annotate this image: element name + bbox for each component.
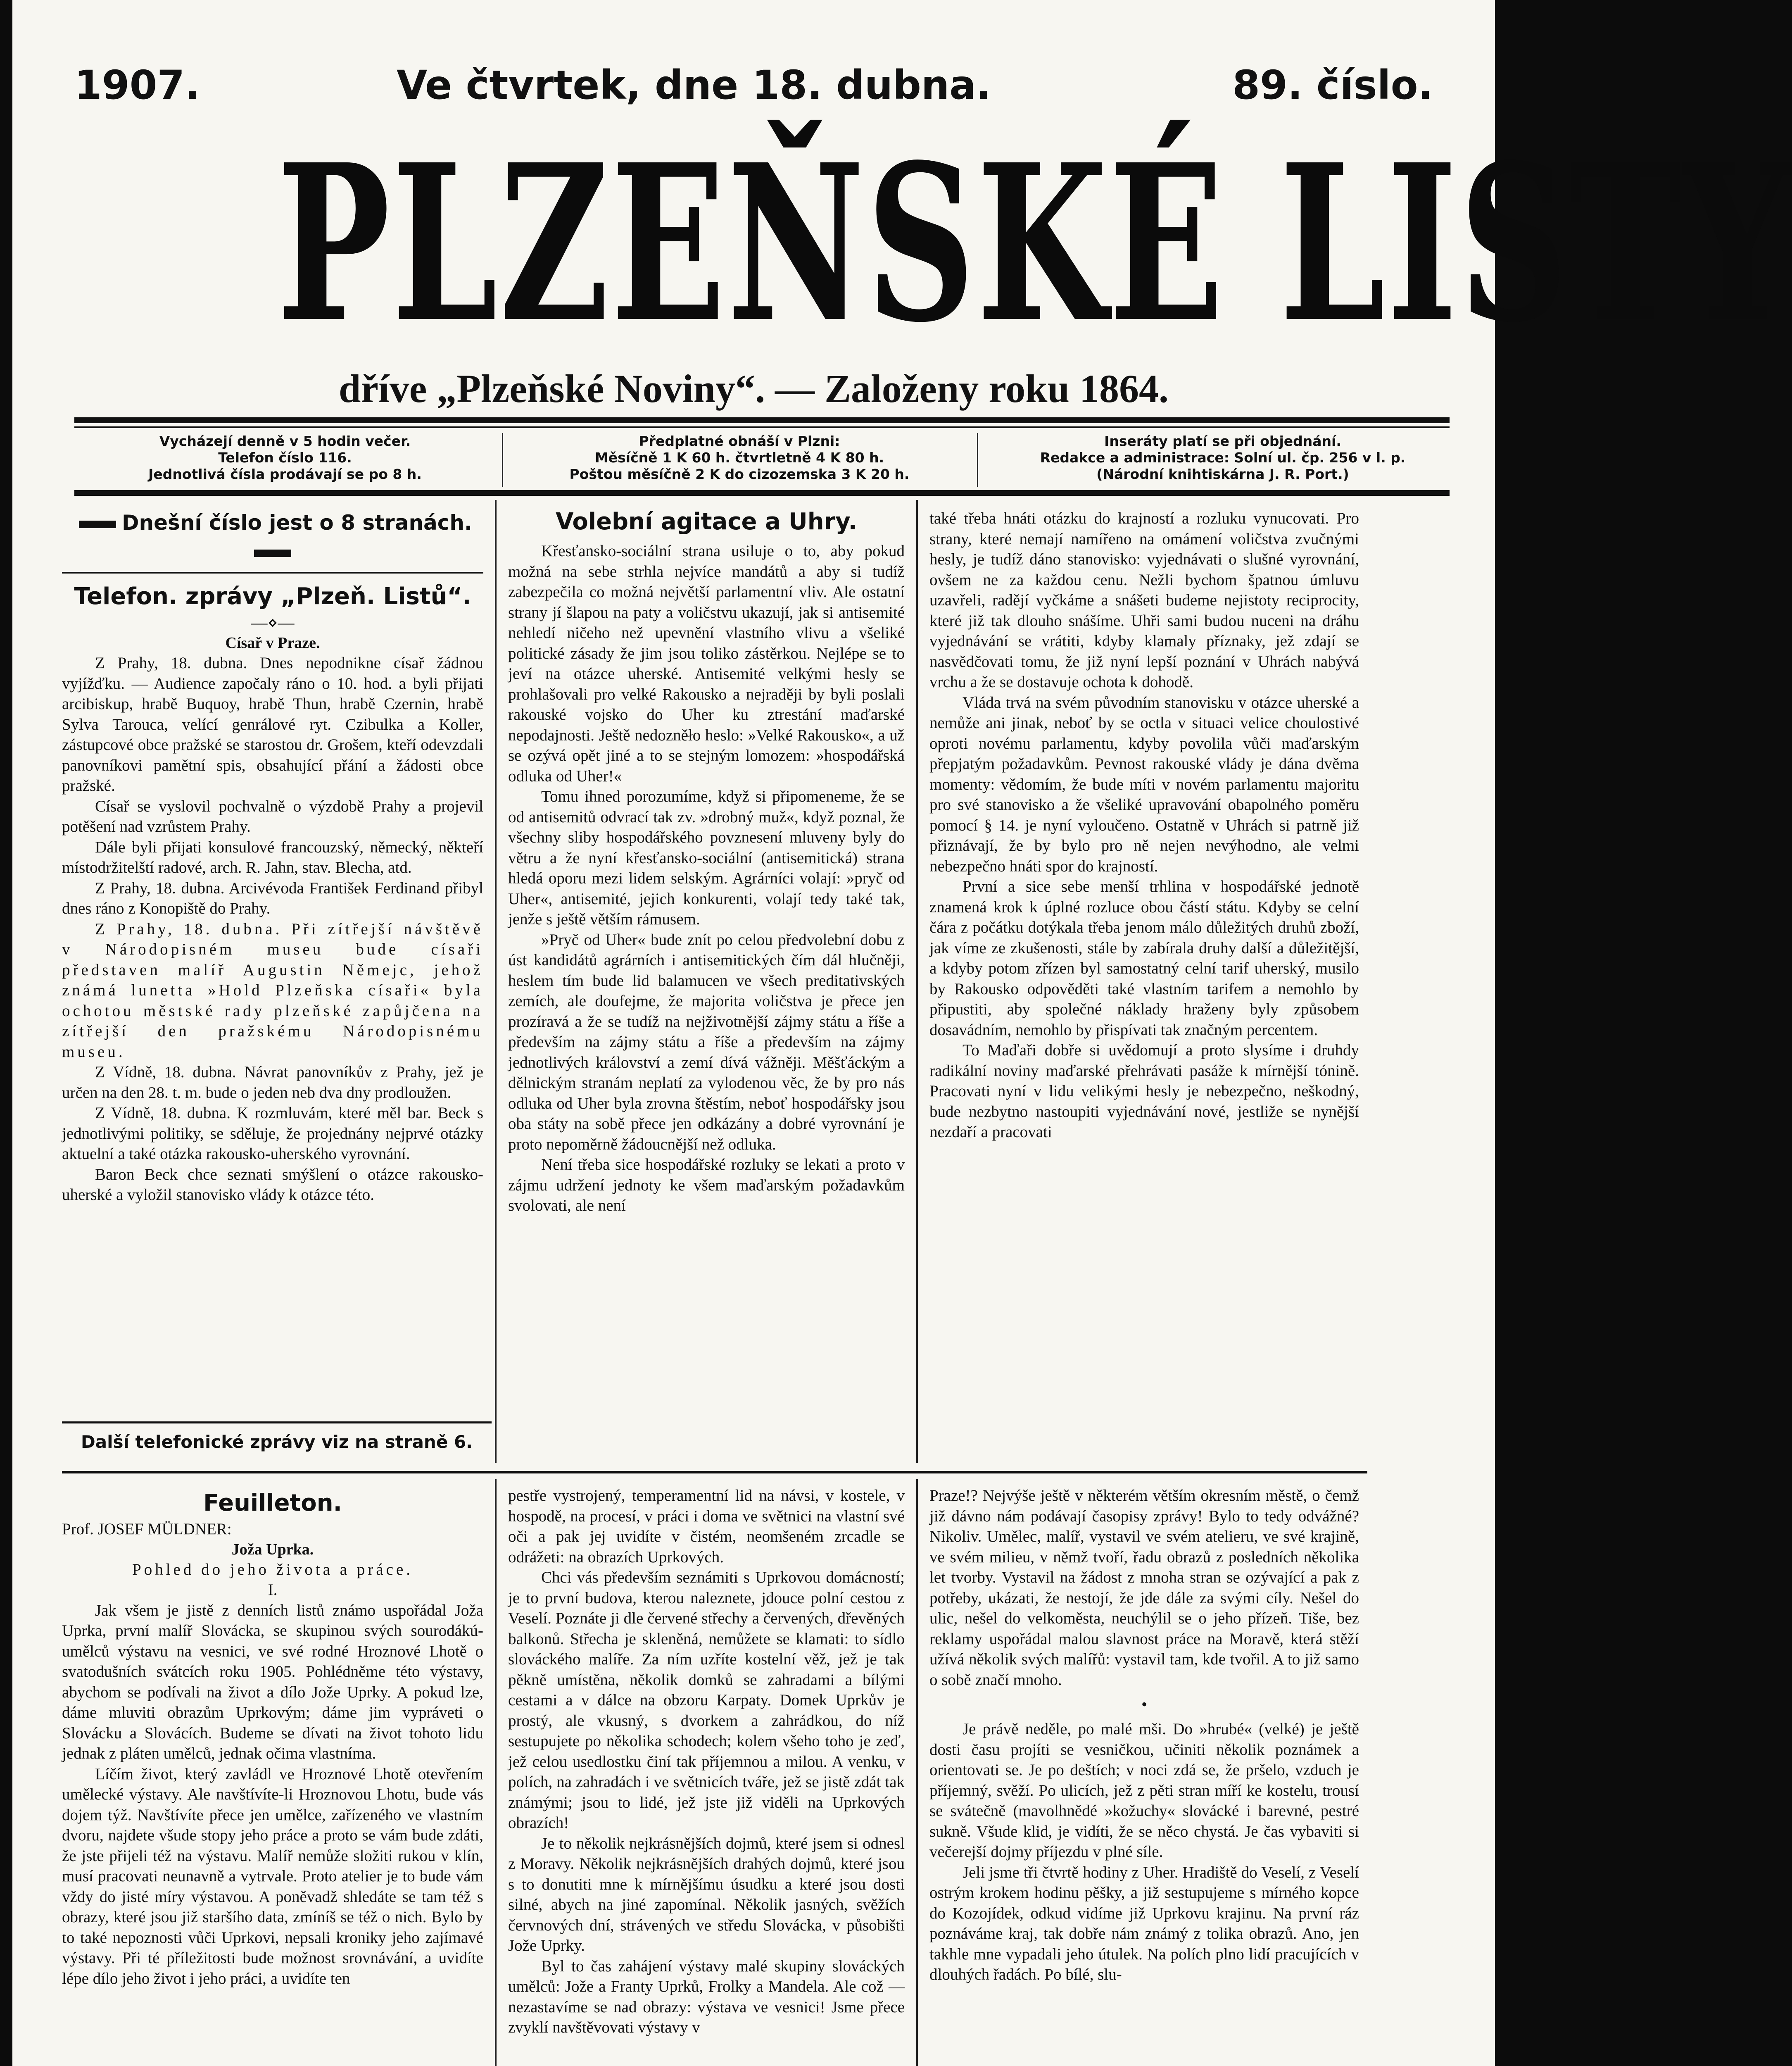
feuilleton-heading: Feuilleton. — [203, 1490, 342, 1516]
masthead-title: PLZEŇSKÉ LISTY — [277, 117, 1792, 370]
article-paragraph: Není třeba sice hospodářské rozluky se lekati a proto v zájmu udržení jednoty ke všem maďarským požadavkům svolovati, ale není — [508, 1156, 905, 1214]
pages-note: Dnešní číslo jest o 8 stranách. — [62, 508, 483, 566]
feuilleton-paragraph: Jeli jsme tři čtvrtě hodiny z Uher. Hradiště do Veselí, z Veselí ostrým krokem hodinu pěšky, a již sestupujeme s mírného kopce do Kozojídek, odkud vidíme již Uprkovu krajinu. Na první ráz poznáváme kraj, tak dobře nám známý z tolika obrazů. Ano, jen takhle mne vypadali jeho útulek. Na polích plno lidí pracujících v dlouhých řadách. Po bílé, slu- — [929, 1863, 1359, 1983]
info-advertising: Inseráty platí se při objednání. Redakce a administrace: Solní ul. čp. 256 v l. p. (Národní knihtiskárna J. R. Port.) — [1040, 433, 1406, 482]
rule — [74, 490, 1450, 496]
column-divider — [916, 1479, 918, 2066]
news-paragraph: Z Vídně, 18. dubna. K rozmluvám, které měl bar. Beck s jednotlivými politiky, se sděluje, že projednány nejprvé otázky aktuelní a také otázka rakousko-uherského vyrovnání. — [62, 1104, 483, 1163]
info-subscription: Předplatné obnáší v Plzni: Měsíčně 1 K 60 h. čtvrtletně 4 K 80 h. Poštou měsíčně 2 K do cizozemska 3 K 20 h. — [569, 433, 910, 482]
article-heading: Volební agitace a Uhry. — [556, 508, 857, 535]
rule — [62, 572, 483, 574]
feuilleton-subtitle: Pohled do jeho života a práce. — [132, 1560, 413, 1578]
feuilleton-author: Prof. JOSEF MÜLDNER: — [62, 1520, 232, 1538]
rule — [62, 1421, 492, 1423]
article-paragraph: To Maďaři dobře si uvědomují a proto slysíme i druhdy radikální noviny maďarské přehrávati pasáže k mírnější tónině. Pracovati nyní v lidu velikými hesly je nebezpečno, neškodný, bude nezbytno nastoupiti vyjednávání nové, jestliže se nynější nezdaří a pracovati — [929, 1041, 1359, 1141]
rule — [74, 417, 1450, 423]
news-paragraph: Císař se vyslovil pochvalně o výzdobě Prahy a projevil potěšení nad vzrůstem Prahy. — [62, 797, 483, 835]
year: 1907. — [74, 62, 200, 108]
masthead-subtitle: dříve „Plzeňské Noviny“. — Založeny roku 1864. — [339, 367, 1169, 411]
rule — [74, 426, 1450, 428]
article-paragraph: »Pryč od Uher« bude znít po celou předvolební dobu z úst kandidátů agrárních i antisemitických čím dál hlučněji, heslem tím bude lid balamucen ve všech preditativských zemích, ale doufejme, že majorita voličstva je přece jen prozíravá a že se tudíž na nejživotnější zájmy státu a říše a především na zájmy státu a říše a především na zájmy jednotlivých království a zemí dívá vážněji. Měšťáckým a dělnickým stranám neplatí za vylodenou věc, že by pro nás odluka od Uher byla zrovna štěstím, neboť hospodářsky jsou oba státy na sobě přece jen odkázány a dobré vyrovnání je proto nepoměrně žádoucnější než odluka. — [508, 931, 905, 1153]
feuilleton-subject: Joža Uprka. — [231, 1540, 314, 1558]
feuilleton-column-2 — [508, 1485, 905, 2038]
ornament: —⋄— — [251, 613, 295, 632]
ornament: • — [1141, 1695, 1147, 1714]
news-paragraph: Z Vídně, 18. dubna. Návrat panovníkův z Prahy, jež je určen na den 28. t. m. bude o jeden neb dva dny prodloužen. — [62, 1063, 483, 1102]
issue-number: 89. číslo. — [1232, 62, 1433, 108]
feuilleton-paragraph: pestře vystrojený, temperamentní lid na návsi, v kostele, v hospodě, na procesí, v práci i doma ve světnici na vlastní své oči a pak jej uvidíte v čistém, neomšeném zrcadle se odrážeti: na obrazích Uprkových. — [508, 1487, 905, 1566]
column-divider — [502, 433, 503, 487]
newspaper-page — [12, 0, 1792, 2066]
column-divider — [495, 500, 497, 1463]
feuilleton-column-1 — [62, 1488, 483, 1989]
feuilleton-paragraph: Byl to čas zahájení výstavy malé skupiny slováckých umělců: Jože a Franty Uprků, Frolky a Mandela. Ale což — nezastavíme se nad obrazy: výstava ve vesnici! Jsme přece zvyklí navštěvovati výstavy v — [508, 1957, 905, 2036]
article-paragraph: také třeba hnáti otázku do krajností a rozluku vynucovati. Pro strany, které nemají namířeno na omámení voličstva zvučnými hesly, je tudíž dáno stanovisko: vyjednávati o slušné vyrovnání, ovšem ne za každou cenu. Nežli bychom špatnou úmluvu uzavřeli, radějí vyčkáme a snášeti budeme nejistoty reciprocity, které již tak dlouho snášíme. Uhři sami budou nuceni na dráhu vyjednávání se vrátiti, kdyby klamaly příznaky, jež zdají se nasvědčovati tomu, že již nyní lepší poznání v Uhrách nabývá vrchu a že se dostavuje ochota k dohodě. — [929, 509, 1359, 691]
feuilleton-rule — [62, 1471, 1367, 1473]
date-line — [74, 62, 1433, 112]
section-numeral: I. — [268, 1581, 278, 1599]
feuilleton-paragraph: Praze!? Nejvýše ještě v některém větším okresním městě, o čemž již dávno nám podávají časopisy zprávy! Bylo to tedy odvážné? Nikoliv. Umělec, malíř, vystavil ve svém atelieru, ve své krajině, ve svém milieu, v němž tvoří, řadu obrazů z posledních několika let tvorby. Vystavil na žádost z mnoha stran se ozývající a pak z potřeby, ukázati, že nestojí, že jde dále za svými cíly. Nešel do ulic, nešel do velkoměsta, neuchýlil se o jeho přízeň. Tiše, bez reklamy uspořádal malou slavnost práce na Moravě, která stěží užívá několik svých malířů: vystavil tam, kde tvořil. A to již samo o sobě značí mnoho. — [929, 1487, 1359, 1689]
decorative-bar — [254, 550, 291, 557]
article-paragraph: První a sice sebe menší trhlina v hospodářské jednotě znamená krok k úplné rozluce obou částí státu. Kdyby se celní čára z počátku dotýkala třeba jenom málo důležitých druhů zboží, jak víme ze zkušenosti, stále by zabírala druhy další a důležitější, a kdyby potom zřízen byl samostatný celní tarif uherský, musilo by Rakousko odpověděti také vlastním tarifem a nemohlo by připustiti, aby společné náklady hraženy byly způsobem dosavádním, nemohlo by přispívati tak značným percentem. — [929, 878, 1359, 1039]
article-paragraph: Křesťansko-sociální strana usiluje o to, aby pokud možná na sebe strhla nejvíce mandátů a aby si tudíž zabezpečila co možná největší parlamentní vliv. Ale ostatní strany jí šlapou na paty a voličstvu ukazují, jak si antisemité nehledí ničeho než upevnění vlastního vlivu a všeliké politické zásady že jim jsou toliko zástěrkou. Nejlépe se to jeví na otázce uherské. Antisemité velkými hesly se prohlašovali pro velké Rakousko a nejraději by byli poslali rakouské vojsko do Uher ku ztrestání maďarské nepodajnosti. Ještě nedozněło heslo: »Velké Rakousko«, a už se ozývá opět jiné a to se stejným lomozem: »hospodářská odluka od Uher!« — [508, 542, 905, 785]
decorative-bar — [79, 521, 116, 528]
middle-column — [508, 506, 905, 1216]
info-publication: Vycházejí denně v 5 hodin večer. Telefon číslo 116. Jednotlivá čísla prodávají se po 8 h. — [148, 433, 422, 482]
column-divider — [495, 1479, 497, 2066]
news-paragraph: Dále byli přijati konsulové francouzský, německý, někteří místodržitelští radové, arch. R. Jahn, stav. Blecha, atd. — [62, 838, 483, 876]
left-column — [62, 508, 483, 1205]
news-paragraph: Z Prahy, 18. dubna. Dnes nepodnikne císař žádnou vyjížďku. — Audience započaly ráno o 10. hod. a byli přijati arcibiskup, hrabě Buquoy, hrabě Thun, hrabě Czernin, hrabě Sylva Tarouca, velící genrálové ryt. Czibulka a Koller, zástupcové obce pražské se starostou dr. Grošem, kteří odevzdali panovníkovi pamětní spis, obsahující přání a žádosti obce pražské. — [62, 654, 483, 795]
column-divider — [977, 433, 978, 487]
right-column — [929, 508, 1359, 1142]
telefon-heading: Telefon. zprávy „Plzeň. Listů“. — [74, 583, 471, 610]
feuilleton-paragraph: Chci vás především seznámiti s Uprkovou domácností; je to první budova, kterou naleznete, jdouce polní cestou z Veselí. Poznáte ji dle červené střechy a červených, dřevěných balkonů. Střecha je skleněná, nemůžete se klamati: to sídlo slováckého malíře. Za ním uzříte kostelní věž, jež je tak pěkně umístěna, několik domků se zahradami a bílými cestami a v dálce na obzoru Karpaty. Domek Uprkův je prostý, ale vkusný, s dvorkem a zahrádkou, do níž sestupujete po několika schodech; kolem všeho toho je zeď, jež celou usedlostku činí tak příjemnou a milou. A venku, v polích, na zahradách i ve světnicích tváře, jež se jistě zdát tak známými; jsou to lidé, jež jste již viděli na Uprkových obrazích! — [508, 1569, 905, 1832]
feuilleton-paragraph: Je právě neděle, po malé mši. Do »hrubé« (velké) je ještě dosti času projíti se vesničkou, učiniti několik poznámek a orientovati se. Je po deštích; v noci zdá se, že pršelo, vzduch je příjemný, svěží. Po ulicích, jež z pěti stran míří ke kostelu, trousí se svátečně (mavolhnědé »kožuchy« slovácké i barevné, pestré sukně. Všude klid, je vidíti, že se něco chystá. Je čas vybaviti si večerejší dojmy příjezdu v plné síle. — [929, 1720, 1359, 1861]
issue-date: Ve čtvrtek, dne 18. dubna. — [397, 62, 991, 108]
subheading: Císař v Praze. — [225, 634, 320, 652]
feuilleton-paragraph: Jak všem je jistě z denních listů známo uspořádal Joža Uprka, první malíř Slovácka, se skupinou svých sourodákú-umělců výstavu na vesnici, ve své rodné Hroznové Lhotě o svatodušních svátcích roku 1905. Pohlédněme této výstavy, abychom se podívali na život a dílo Jože Uprky. A pokud lze, dáme mluviti obrazům Uprkovým; dáme jim vypráveti o Slovácku a Slovácích. Budeme se dívati na život tohoto lidu jednak z pláten umělců, jednak očima vlastníma. — [62, 1601, 483, 1762]
article-paragraph: Tomu ihned porozumíme, když si připomeneme, že se od antisemitů odvrací tak zv. »drobný muž«, když poznal, že všechny sliby hospodářského povznesení mluveny byly do větru a že nyní křesťansko-sociální (antisemitická) strana hledá oporu mezi lidem selským. Agrárníci volají: »pryč od Uher«, antisemité, jejich konkurenti, volají tedy také tak, jenže s ještě větším rámusem. — [508, 788, 905, 928]
info-band — [74, 433, 1450, 487]
more-news-note: Další telefonické zprávy viz na straně 6. — [81, 1432, 473, 1452]
article-paragraph: Vláda trvá na svém původním stanovisku v otázce uherské a nemůže ani jinak, neboť by se octla v situaci velice choulostivé oproti novému parlamentu, kdyby povolila vůči maďarským přepjatým požadavkům. Pevnost rakouské vlády je dána dvěma momenty: vědomím, že bude míti v novém parlamentu majoritu pro své stanovisko a že všeliké upravování obapolného poměru pomocí § 14. je nyní vyloučeno. Ostatně v Uhrách si patrně již přiznávají, že by bylo pro ně nejen nevýhodno, ale velmi nebezpečno hnáti spor do krajností. — [929, 693, 1359, 875]
news-paragraph: Z Prahy, 18. dubna. Arcivévoda František Ferdinand přibyl dnes ráno z Konopiště do Prahy. — [62, 879, 483, 917]
feuilleton-paragraph: Je to několik nejkrásnějších dojmů, které jsem si odnesl z Moravy. Několik nejkrásnějších drahých dojmů, které jsou s to donutiti mne k mírnějšímu úsudku a které jsou dosti silné, abych na jiné zapomínal. Několik jasných, svěžích červnových dní, strávených ve středu Slovácka, v působišti Jože Uprky. — [508, 1834, 905, 1954]
news-paragraph: Z Prahy, 18. dubna. Při zítřejší návštěvě v Národopisném museu bude císaři představen malíř Augustin Němejc, jehož známá lunetta »Hold Plzeňska císaři« byla ochotou městské rady plzeňské zapůjčena na zítřejší den pražskému Národopisnému museu. — [62, 920, 483, 1061]
feuilleton-paragraph: Líčím život, který zavládl ve Hroznové Lhotě otevřením umělecké výstavy. Ale navštívíte-li Hroznovou Lhotu, bude vás dojem týž. Navštívíte přece jen umělce, zařízeného ve vlastním dvoru, najdete všude stopy jeho práce a proto se vám bude zdáti, že jste přijeli též na výstavu. Malíř nemůže složiti rukou v klín, musí pracovati neunavně a vytrvale. Proto atelier je to bude vám vždy do jisté míry výstavou. A poněvadž shledáte se tam též s obrazy, které jsou již staršího data, zmíníš se též o nich. Bylo by to také nepoznosti vůči Uprkovi, nepsali kroniky jeho zajímavé výstavy. Při té příležitosti bude možnost srovnávání, a uvidíte lépe dílo jeho život i jeho práci, a uvidíte ten — [62, 1765, 483, 1987]
news-paragraph: Baron Beck chce seznati smýšlení o otázce rakousko-uherské a vyložil stanovisko vlády k otázce této. — [62, 1165, 483, 1204]
column-divider — [916, 500, 918, 1463]
feuilleton-column-3 — [929, 1485, 1359, 1985]
